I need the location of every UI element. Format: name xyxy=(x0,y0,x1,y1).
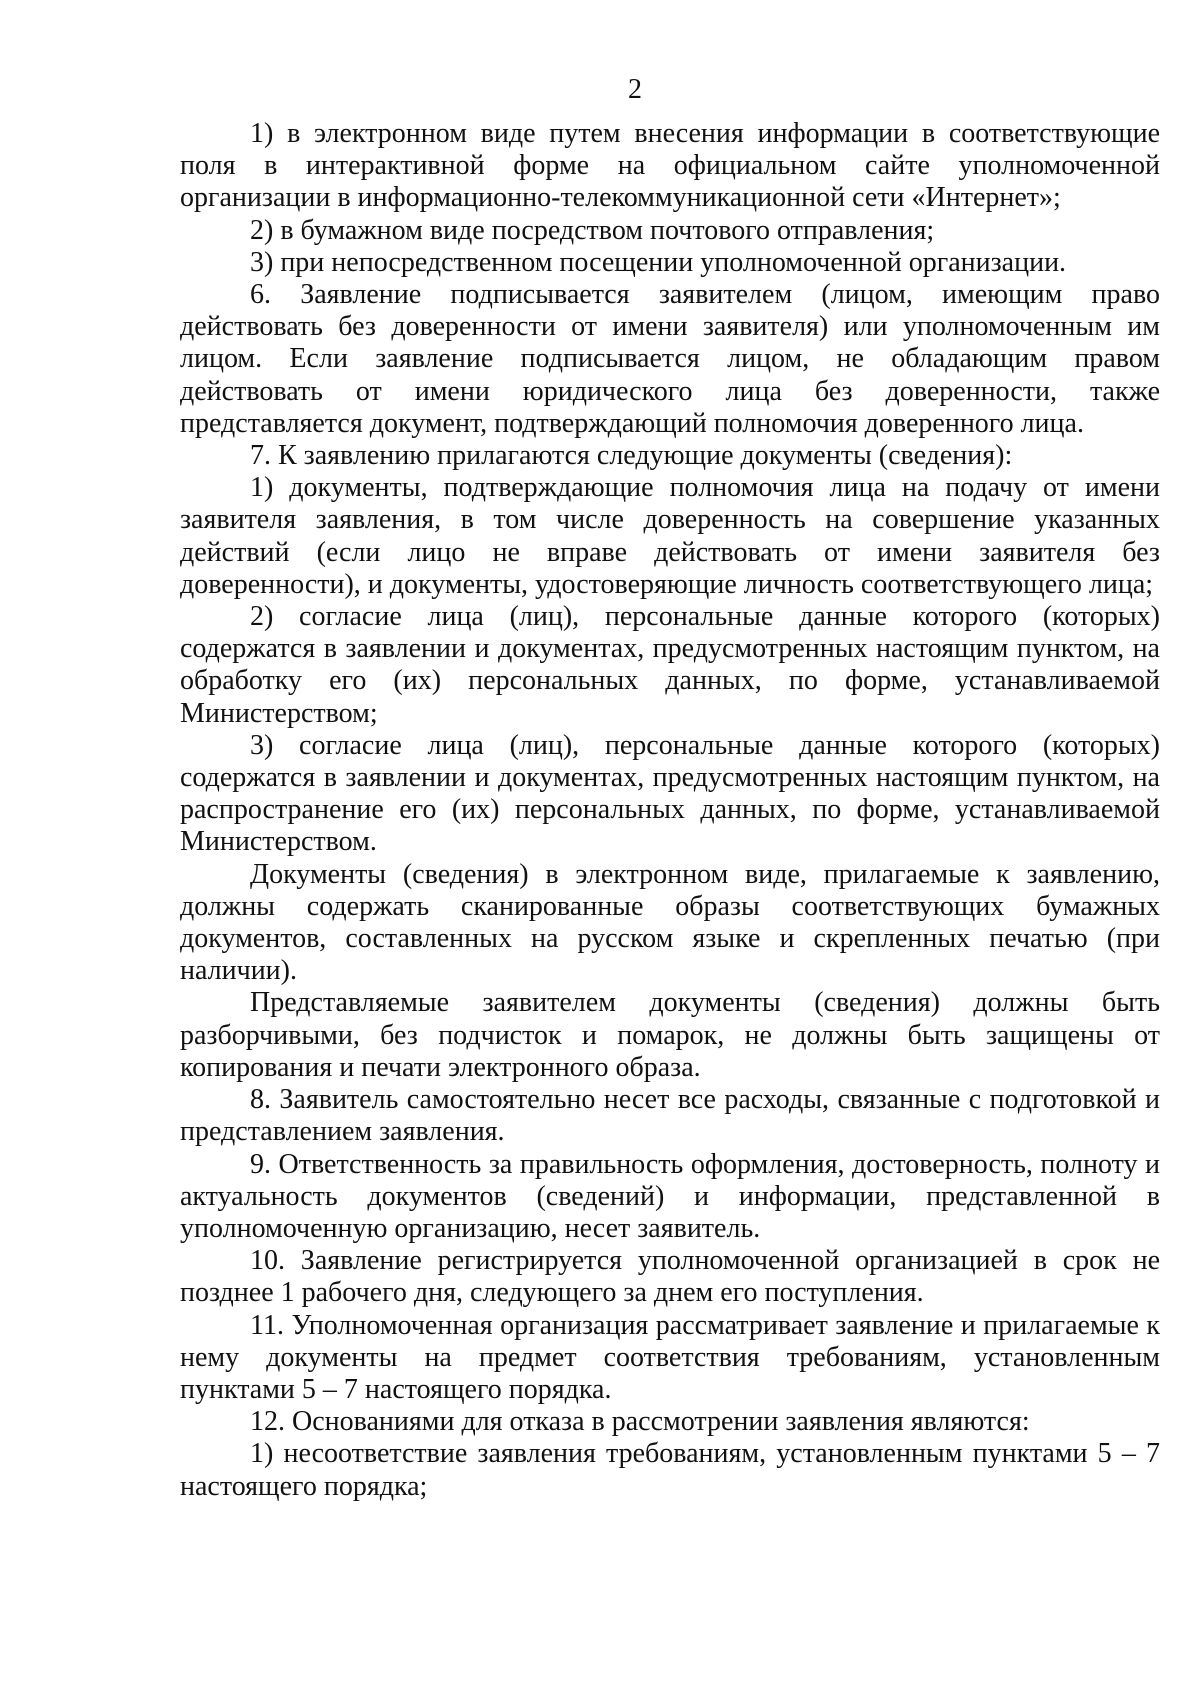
paragraph-clause-7-item-1: 1) документы, подтверждающие полномочия лица на подачу от имени заявителя заявления, в том числе доверенность на совершение указанных действий (если лицо не вправе действовать от имени заявителя без доверенности), и документы, удостоверяющие личность соответствующего лица; xyxy=(180,472,1160,600)
paragraph-clause-12-item-1: 1) несоответствие заявления требованиям, установленным пунктами 5 – 7 настоящего порядка; xyxy=(180,1438,1160,1502)
paragraph-clause-11: 11. Уполномоченная организация рассматривает заявление и прилагаемые к нему документы на предмет соответствия требованиям, установленным пунктами 5 – 7 настоящего порядка. xyxy=(180,1309,1160,1405)
paragraph-clause-9: 9. Ответственность за правильность оформления, достоверность, полноту и актуальность документов (сведений) и информации, представленной в уполномоченную организацию, несет заявитель. xyxy=(180,1148,1160,1244)
paragraph-clause-8: 8. Заявитель самостоятельно несет все расходы, связанные с подготовкой и представлением заявления. xyxy=(180,1084,1160,1148)
paragraph-electronic-documents: Документы (сведения) в электронном виде, прилагаемые к заявлению, должны содержать сканированные образы соответствующих бумажных документов, составленных на русском языке и скрепленных печатью (при наличии). xyxy=(180,858,1160,987)
paragraph-clause-7-item-2: 2) согласие лица (лиц), персональные данные которого (которых) содержатся в заявлении и документах, предусмотренных настоящим пунктом, на обработку его (их) персональных данных, по форме, устанавливаемой Министерством; xyxy=(180,601,1160,729)
paragraph-clause-6: 6. Заявление подписывается заявителем (лицом, имеющим право действовать без доверенности от имени заявителя) или уполномоченным им лицом. Если заявление подписывается лицом, не обладающим правом действовать от имени юридического лица без доверенности, также представляется документ, подтверждающий полномочия доверенного лица. xyxy=(180,279,1160,439)
paragraph-clause-7: 7. К заявлению прилагаются следующие документы (сведения): xyxy=(250,440,1013,472)
paragraph-clause-12: 12. Основаниями для отказа в рассмотрении заявления являются: xyxy=(250,1406,1030,1438)
page-number: 2 xyxy=(628,74,642,105)
paragraph-submission-electronic: 1) в электронном виде путем внесения информации в соответствующие поля в интерактивной форме на официальном сайте уполномоченной организации в информационно-телекоммуникационной сети «Интернет»; xyxy=(180,118,1160,214)
paragraph-submission-in-person: 3) при непосредственном посещении уполномоченной организации. xyxy=(250,246,1067,278)
document-body xyxy=(180,118,1160,1503)
paragraph-clause-10: 10. Заявление регистрируется уполномоченной организацией в срок не позднее 1 рабочего дня, следующего за днем его поступления. xyxy=(180,1245,1160,1309)
paragraph-document-requirements: Представляемые заявителем документы (сведения) должны быть разборчивыми, без подчисток и помарок, не должны быть защищены от копирования и печати электронного образа. xyxy=(180,987,1160,1083)
paragraph-submission-paper: 2) в бумажном виде посредством почтового отправления; xyxy=(250,214,935,246)
paragraph-clause-7-item-3: 3) согласие лица (лиц), персональные данные которого (которых) содержатся в заявлении и документах, предусмотренных настоящим пунктом, на распространение его (их) персональных данных, по форме, устанавливаемой Министерством. xyxy=(180,729,1160,858)
